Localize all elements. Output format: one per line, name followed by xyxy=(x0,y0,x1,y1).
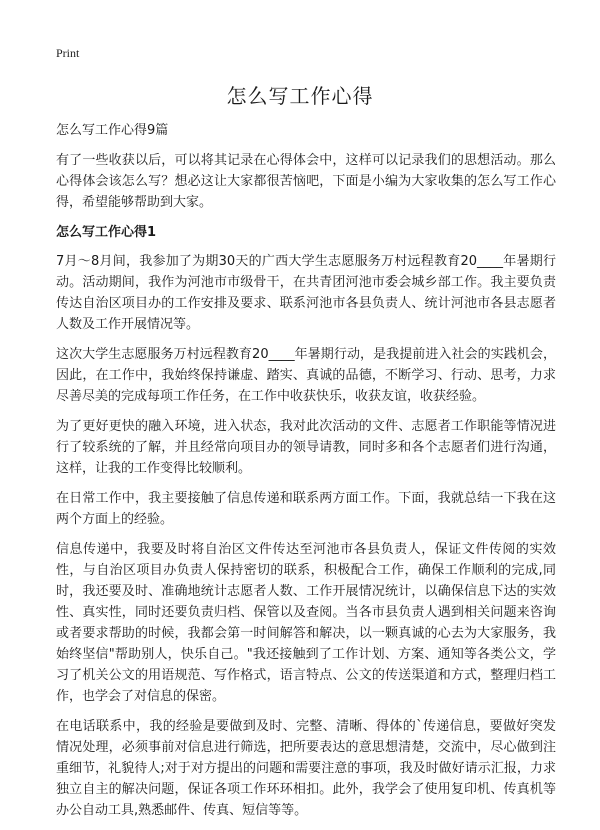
page-title: 怎么写工作心得 xyxy=(226,84,374,108)
paragraph: 为了更好更快的融入环境，进入状态，我对此次活动的文件、志愿者工作职能等情况进行了较系统的了解，并且经常向项目办的领导请教，同时多和各个志愿者们进行沟通，这样，让我的工作变得比较顺利。 xyxy=(56,419,556,476)
paragraph: 在日常工作中，我主要接触了信息传递和联系两方面工作。下面，我就总结一下我在这两个方面上的经验。 xyxy=(56,491,556,527)
article-body xyxy=(56,120,556,830)
article-subtitle: 怎么写工作心得9篇 xyxy=(56,123,169,138)
paragraph: 7月～8月间，我参加了为期30天的广西大学生志愿服务万村远程教育20____年暑期行动。活动期间，我作为河池市市级骨干，在共青团河池市委会城乡部工作。我主要负责传达自治区项目办的工作安排及要求、联系河池市各县负责人、统计河池市各县志愿者人数及工作开展情况等。 xyxy=(56,254,556,332)
paragraph: 这次大学生志愿服务万村远程教育20____年暑期行动，是我提前进入社会的实践机会，因此，在工作中，我始终保持谦虚、踏实、真诚的品德，不断学习、行动、思考，力求尽善尽美的完成每项工作任务，在工作中收获快乐，收获友谊，收获经验。 xyxy=(56,347,556,404)
paragraph: 信息传递中，我要及时将自治区文件传达至河池市各县负责人，保证文件传阅的实效性，与自治区项目办负责人保持密切的联系，积极配合工作，确保工作顺利的完成,同时，我还要及时、准确地统计志愿者人数、工作开展情况统计，以确保信息下达的实效性、真实性，同时还要负责归档、保管以及查阅。当各市县负责人遇到相关问题来咨询或者要求帮助的时候，我都会第一时间解答和解决，以一颗真诚的心去为大家服务，我始终坚信"帮助别人，快乐自己。"我还接触到了工作计划、方案、通知等各类公文，学习了机关公文的用语规范、写作格式，语言特点、公文的传送渠道和方式，整理归档工作，也学会了对信息的保密。 xyxy=(56,542,556,704)
section-heading: 怎么写工作心得1 xyxy=(56,225,157,240)
paragraph: 在电话联系中，我的经验是要做到及时、完整、清晰、得体的`传递信息，要做好突发情况处理，必须事前对信息进行筛选，把所要表达的意思想清楚，交流中，尽心做到注重细节，礼貌待人;对于对方提出的问题和需要注意的事项，我及时做好请示汇报，力求独立自主的解决问题，保证各项工作环环相扣。此外，我学会了使用复印机、传真机等办公自动工具,熟悉邮件、传真、短信等等。 xyxy=(56,719,556,818)
intro-paragraph: 有了一些收获以后，可以将其记录在心得体会中，这样可以记录我们的思想活动。那么心得体会该怎么写？想必这让大家都很苦恼吧，下面是小编为大家收集的怎么写工作心得，希望能够帮助到大家。 xyxy=(56,153,556,210)
print-link[interactable]: Print xyxy=(56,46,80,60)
